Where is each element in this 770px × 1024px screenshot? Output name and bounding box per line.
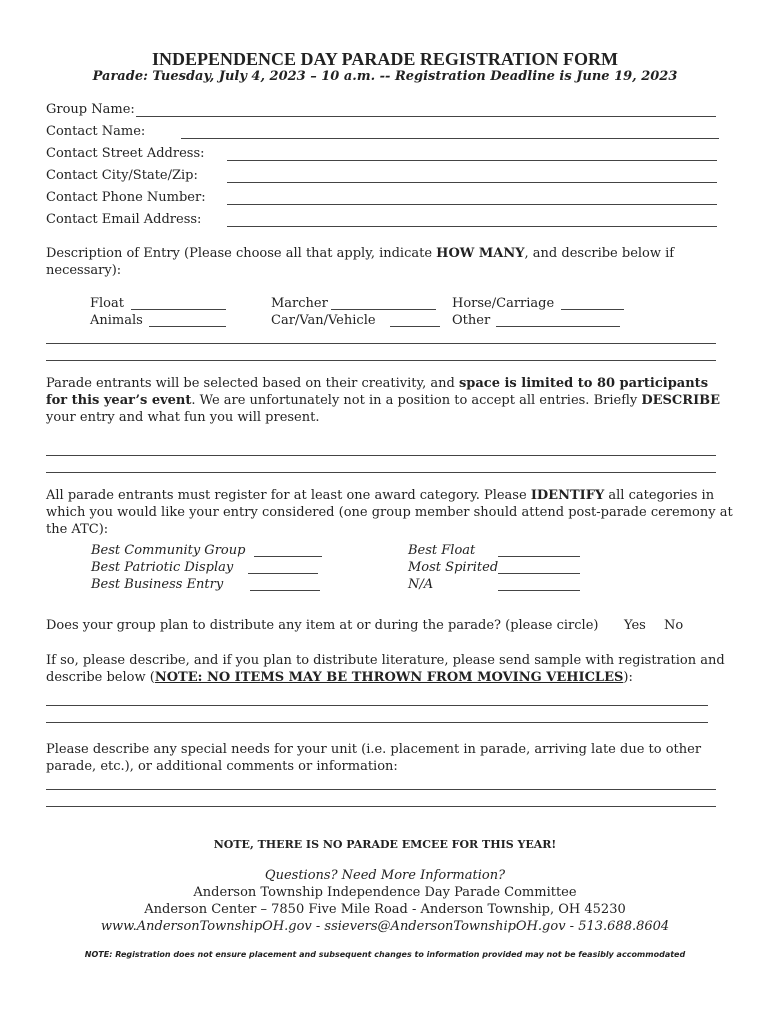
phone-label: Contact Phone Number: xyxy=(46,190,206,205)
form-subtitle: Parade: Tuesday, July 4, 2023 – 10 a.m. -- Registration Deadline is June 19, 2023 xyxy=(92,69,678,84)
entry-description-text: Description of Entry (Please choose all that apply, indicate HOW MANY, and describe below if necessary): xyxy=(46,246,675,278)
best-patriotic-label: Best Patriotic Display xyxy=(91,560,234,575)
na-field[interactable] xyxy=(498,590,580,591)
selection-text: Parade entrants will be selected based on their creativity, and space is limited to 80 participants for this year’s event. We are unfortunately not in a position to accept all entries. Briefly DESCRIBE your entry and what fun you will present. xyxy=(46,376,721,425)
emcee-note: NOTE, THERE IS NO PARADE EMCEE FOR THIS YEAR! xyxy=(213,838,557,851)
no-option[interactable]: No xyxy=(664,618,684,633)
yes-option[interactable]: Yes xyxy=(624,618,646,633)
distribute-question: Does your group plan to distribute any item at or during the parade? (please circle) xyxy=(46,618,599,633)
email-label: Contact Email Address: xyxy=(46,212,202,227)
na-label: N/A xyxy=(408,577,434,592)
marcher-label: Marcher xyxy=(271,296,328,311)
entry-fun-line-2[interactable] xyxy=(46,472,716,473)
best-patriotic-field[interactable] xyxy=(248,573,318,574)
best-float-label: Best Float xyxy=(408,543,476,558)
entry-describe-line-1[interactable] xyxy=(46,343,716,344)
distribute-line-2[interactable] xyxy=(46,722,708,723)
marcher-field[interactable] xyxy=(331,309,436,310)
registration-note: NOTE: Registration does not ensure placement and subsequent changes to information provided may not be feasibly accommodated xyxy=(84,950,686,959)
best-business-field[interactable] xyxy=(250,590,320,591)
city-label: Contact City/State/Zip: xyxy=(46,168,198,183)
special-needs-text: Please describe any special needs for your unit (i.e. placement in parade, arriving late due to other parade, etc.), or additional comments or information: xyxy=(46,742,702,774)
most-spirited-field[interactable] xyxy=(498,573,580,574)
float-field[interactable] xyxy=(131,309,226,310)
email-field[interactable] xyxy=(227,226,717,227)
special-line-1[interactable] xyxy=(46,789,716,790)
form-title: INDEPENDENCE DAY PARADE REGISTRATION FORM xyxy=(151,49,619,69)
best-community-label: Best Community Group xyxy=(91,543,246,558)
distribute-line-1[interactable] xyxy=(46,705,708,706)
car-field[interactable] xyxy=(390,326,440,327)
horse-label: Horse/Carriage xyxy=(452,296,555,311)
animals-field[interactable] xyxy=(149,326,226,327)
float-label: Float xyxy=(90,296,124,311)
distribute-describe-text: If so, please describe, and if you plan to distribute literature, please send sample with registration and describe below (NOTE: NO ITEMS MAY BE THROWN FROM MOVING VEHICLES): xyxy=(46,653,725,685)
contact-name-field[interactable] xyxy=(181,138,719,139)
other-label: Other xyxy=(452,313,491,328)
awards-text: All parade entrants must register for at least one award category. Please IDENTIFY all categories in which you would like your entry considered (one group member should attend post-parade ceremony at the ATC): xyxy=(46,488,733,537)
best-community-field[interactable] xyxy=(254,556,322,557)
most-spirited-label: Most Spirited xyxy=(408,560,499,575)
questions-heading: Questions? Need More Information? xyxy=(264,868,506,883)
horse-field[interactable] xyxy=(561,309,624,310)
phone-field[interactable] xyxy=(227,204,717,205)
car-label: Car/Van/Vehicle xyxy=(271,313,376,328)
contact-name-label: Contact Name: xyxy=(46,124,146,139)
committee-address: Anderson Center – 7850 Five Mile Road - Anderson Township, OH 45230 xyxy=(144,902,626,917)
best-float-field[interactable] xyxy=(498,556,580,557)
entry-fun-line-1[interactable] xyxy=(46,455,716,456)
special-line-2[interactable] xyxy=(46,806,716,807)
other-field[interactable] xyxy=(496,326,620,327)
animals-label: Animals xyxy=(90,313,143,328)
entry-describe-line-2[interactable] xyxy=(46,360,716,361)
group-name-field[interactable] xyxy=(136,116,716,117)
committee-contact: www.AndersonTownshipOH.gov - ssievers@AndersonTownshipOH.gov - 513.688.8604 xyxy=(100,919,670,934)
city-field[interactable] xyxy=(227,182,717,183)
committee-name: Anderson Township Independence Day Parade Committee xyxy=(193,885,577,900)
street-field[interactable] xyxy=(227,160,717,161)
street-label: Contact Street Address: xyxy=(46,146,205,161)
best-business-label: Best Business Entry xyxy=(91,577,224,592)
group-name-label: Group Name: xyxy=(46,102,135,117)
